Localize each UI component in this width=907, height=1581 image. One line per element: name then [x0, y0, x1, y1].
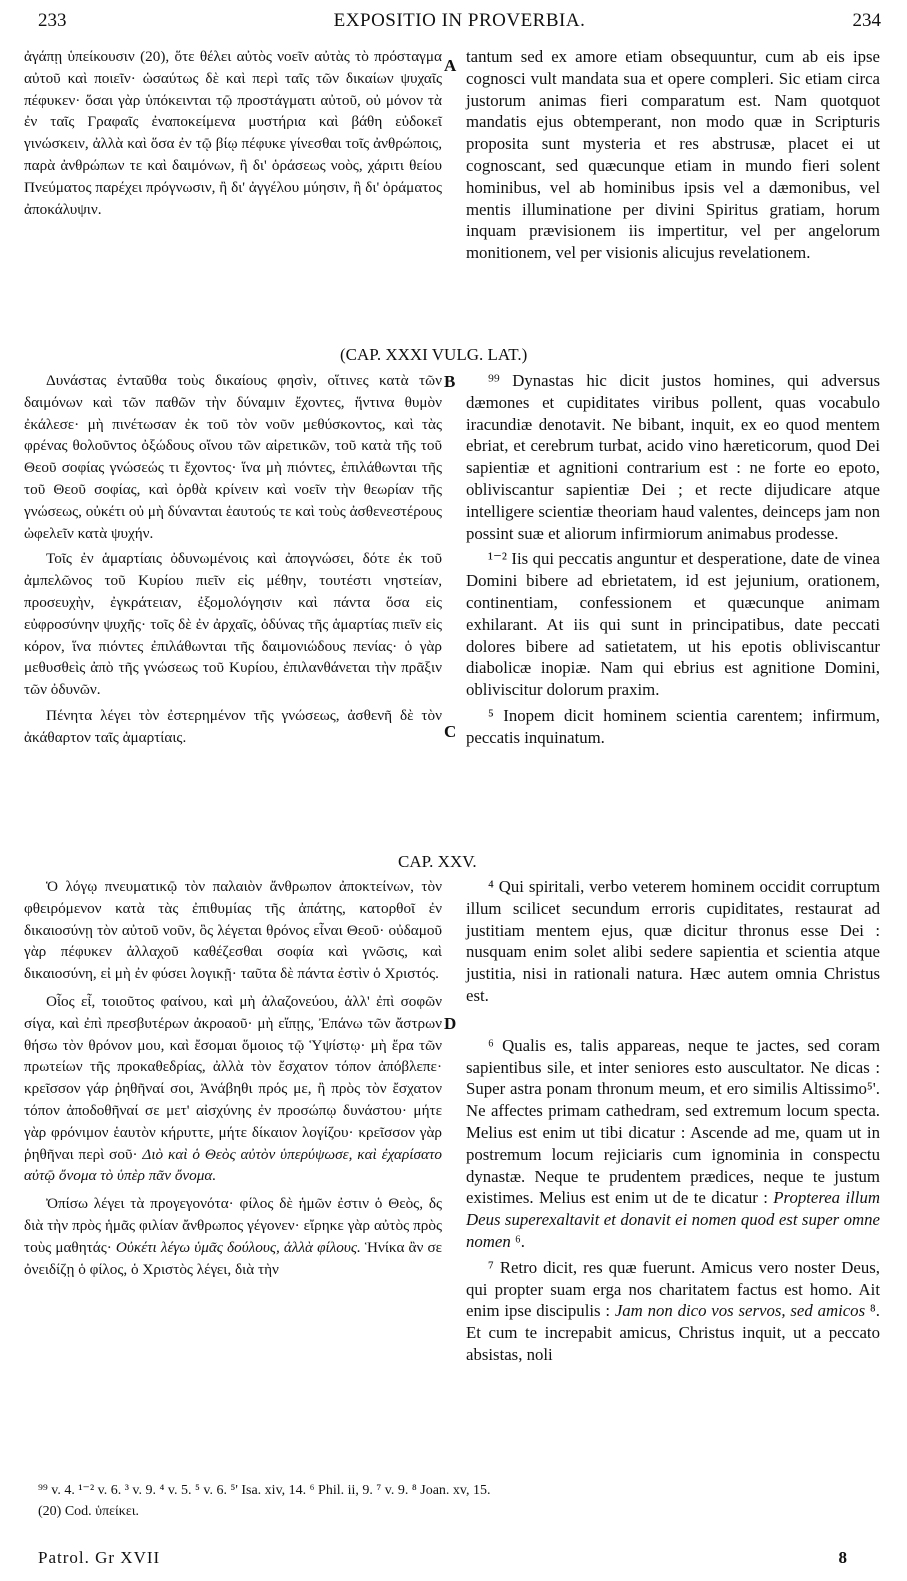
- page-number-left: 233: [38, 10, 67, 31]
- greek-text: Ἡνίκα ἂν σε ὀνειδίζῃ ὁ φίλος, ὁ Χριστὸς λέγει, διὰ τὴν: [24, 1238, 443, 1278]
- latin-column-section-3: [466, 876, 880, 1366]
- greek-paragraph: Τοῖς ἐν ἁμαρτίαις ὀδυνωμένοις καὶ ἀπογνώσει, δότε ἐκ τοῦ ἀμπελῶνος τοῦ Κυρίου πιεῖν εἰς μέθην, τουτέστι νηστείαν, προσευχὴν, ἐγκράτειαν, ἐξομολόγησιν καὶ πάντα ὅσα εἰς εὐφροσύνην ψυχῆς· τοῖς δὲ ἐν ἀρχαῖς, ὀδύνας τῆς ἁμαρτίας πιεῖν εἰς κόρον, ἵνα πιόντες ἐπιλάθωνται τῆς δαιμονιώδους πενίας· ὁ γὰρ μεθυσθεὶς ἀπὸ τῆς γνώσεως τοῦ Κυρίου, ἐπιλανθάνεται τὴν πρᾶξιν τῶν ὀδυνῶν.: [24, 550, 442, 699]
- signature-number: 8: [838, 1548, 847, 1567]
- latin-paragraph: ¹⁻² Iis qui peccatis anguntur et desperatione, date de vinea Domini bibere ad ebrietatem, id est jejunium, orationem, continentiam, confessionem et quæcunque animam exhilarant. At iis qui sunt in principatibus, date peccati dolores bibere ad satietatem, ut his epotis obliviscantur diabolicæ inopiæ. Nam qui ebrius est agnitione Domini, obliviscitur dolorum praxim.: [466, 549, 880, 700]
- latin-paragraph: ⁵ Inopem dicit hominem scientia carentem; infirmum, peccatis inquinatum.: [466, 705, 880, 747]
- latin-text: ⁷ Retro dicit, res quæ fuerunt. Amicus vero noster Deus, qui propter suam erga nos charitatem factus est homo. Ait enim ipse discipulis :: [466, 1257, 880, 1321]
- latin-text: ⁶ Qualis es, talis appareas, neque te jactes, sed coram sapientibus sile, et inter seniores esto auscultator. Ne dicas : Super astra ponam thronum meum, et ero similis Altissimo⁵'. Ne affectes primam cathedram, sed extremum locum specta. Melius est enim ut tibi dicatur : Ascende ad me, quam ut in postremum locum rejiciaris cum ignominia in conspectu dynastæ. Neque te prudentem prædices, neque te justum existimes. Melius est enim ut de te dicatur :: [466, 1035, 880, 1208]
- greek-paragraph: [24, 991, 442, 1187]
- running-header: [38, 10, 881, 36]
- greek-column-section-3: [24, 876, 442, 1280]
- latin-paragraph: ⁹⁹ Dynastas hic dicit justos homines, qui adversus dæmones et cupiditates viribus pollent, quas vocabulo iracundiæ denotavit. Ne bibant, inquit, ex eo quod mentem ebriat, et cerebrum turbat, acido vino hæreticorum, quod Dei sapientiæ et agnitioni contrarium est : ne forte eo epoto, obliviscantur sapientiæ Dei ; et recte dijudicare atque intelligere scientiæ theoriam haud valentes, deinceps jam non possint suæ et aliorum infirmiorum animabus prodesse.: [466, 371, 880, 543]
- page-number-right: 234: [852, 10, 881, 31]
- latin-scripture-quote: Propterea illum Deus superexaltavit et donavit ei nomen quod est super omne nomen: [466, 1188, 880, 1251]
- greek-text: Ὀπίσω λέγει τὰ προγεγονότα· φίλος δὲ ἡμῶν ἐστιν ὁ Θεὸς, δς διὰ τὴν πρὸς ἡμᾶς φιλίαν ἄνθρωπος γέγονεν· εἴρηκε γὰρ αὐτὸς πρὸς τοὺς μαθητάς·: [24, 1195, 442, 1256]
- greek-paragraph: Ὁ λόγῳ πνευματικῷ τὸν παλαιὸν ἄνθρωπον ἀποκτείνων, τὸν φθειρόμενον κατὰ τὰς ἐπιθυμίας τῆς ἀπάτης, κατορθοῖ ἐν δικαιοσύνῃ τὸν αὐτοῦ νοῦν, ὃς λέγεται θρόνος εἶναι Θεοῦ· οὐδαμοῦ γὰρ πέφυκεν ἀλλαχοῦ καθέζεσθαι σοφία καὶ γνῶσις, καὶ δικαιοσύνη, εἰ μὴ ἐν φύσει λογικῇ· ταῦτα δὲ πάντα ἐστὶν ὁ Χριστός.: [24, 878, 442, 983]
- greek-text: Οἷος εἶ, τοιοῦτος φαίνου, καὶ μὴ ἀλαζονεύου, ἀλλ' ἐπὶ σοφῶν σίγα, καὶ ἐπὶ πρεσβυτέρων ἀκροαοῦ· μὴ εἴπῃς, Ἐπάνω τῶν ἄστρων θήσω τὸν θρόνον μου, καὶ ἔσομαι ὅμοιος τῷ Ὑψίστῳ· μὴ ἔρα τῶν πρωτείων τῆς προκαθεδρίας, ἀλλὰ τὸν ἔσχατον τόπον ἀπόβλεπε· κρεῖσσον γάρ ῥηθῆναί σοι, Ἀνάβηθι πρός με, ἢ πρὸς τὸν ἔσχατον τόπον ἀποδοθῆναί σε μετ' αἰσχύνης ἐν προσώπῳ δυνάστου· μήτε γὰρ φρόνιμον ἑαυτὸν κήρυττε, μήτε δίκαιον λογίζου· κρεῖσσον γὰρ ῥηθῆναι περὶ σοῦ·: [24, 992, 442, 1163]
- greek-paragraph: Πένητα λέγει τὸν ἐστερημένον τῆς γνώσεως, ἀσθενῆ δὲ τὸν ἀκάθαρτον ταῖς ἁμαρτίαις.: [24, 706, 442, 746]
- latin-scripture-quote: Jam non dico vos servos, sed amicos: [614, 1301, 866, 1321]
- margin-marker-b: B: [444, 372, 456, 391]
- scripture-references: ⁹⁹ v. 4. ¹⁻² v. 6. ³ v. 9. ⁴ v. 5. ⁵ v. 6. ⁵' Isa. xiv, 14. ⁶ Phil. ii, 9. ⁷ v. 9. ⁸ Joan. xv, 15.: [38, 1483, 491, 1498]
- greek-paragraph: Δυνάστας ἐνταῦθα τοὺς δικαίους φησὶν, οἵτινες κατὰ τῶν δαιμόνων καὶ τῶν παθῶν τὴν δύναμιν ἔχοντες, ἥντινα θυμὸν ἐκάλεσε· μὴ πινέτωσαν ἐκ τοῦ τὸν νοῦν μεθύσκοντος, καὶ τὰς φρένας θολοῦντος ὀξώδους οἴνου τῶν αἱρετικῶν, τοῦ κατὰ τῆς τοῦ Θεοῦ σοφίας γνώσεώς τι ἔχοντος· ἵνα μὴ πιόντες, ἐπιλάθωνται τῆς τοῦ Θεοῦ σοφίας, καὶ ὀρθὰ κρίνειν καὶ νοεῖν τὴν θεωρίαν τῆς γνώσεως, οὐκέτι οὐ μὴ δύνανται ἑαυτούς τε καὶ τοὺς ἀσθενεστέρους ὠφελεῖν κατὰ ψυχήν.: [24, 372, 442, 542]
- latin-paragraph: tantum sed ex amore etiam obsequuntur, cum ab eis ipse cognosci vult mandata sua et opere compleri. Sic etiam circa justorum animas fieri comparatum est. Nam quotquot mandatis ejus obtemperant, non modo quæ in Scripturis proposita sunt mysteria et res abstrusæ, placet ei ut cognoscant, sed quæcunque etiam in mundo fieri solent hominibus, vel ab hominibus ipsis vel a dæmonibus, vel mentis illuminatione per divini Spiritus gratiam, horum inquam prævisionem iis impertitur, vel per angelorum monitionem, vel per visionis alicujus revelationem.: [466, 47, 880, 263]
- greek-column-section-1: [24, 46, 442, 220]
- margin-marker-d: D: [444, 1014, 457, 1033]
- latin-text: ⁶.: [510, 1231, 525, 1251]
- latin-paragraph: ⁴ Qui spiritali, verbo veterem hominem occidit corruptum illum scilicet secundum erroris cupiditates, restaurat ad justitiam mentem ejus, quæ dicitur thronus esse Dei : nusquam enim solet alibi sedere sapientia et scientia atque justitia, nisi in rationali natura. Hæc autem omnia Christus est.: [466, 877, 880, 1005]
- codex-note: (20) Cod. ὑπείκει.: [38, 1504, 140, 1519]
- running-title: EXPOSITIO IN PROVERBIA.: [333, 10, 586, 31]
- margin-marker-a: A: [444, 56, 457, 75]
- chapter-heading-xxxi: (CAP. XXXI VULG. LAT.): [340, 345, 528, 364]
- margin-marker-c: C: [444, 722, 457, 741]
- chapter-heading-xxv: CAP. XXV.: [398, 852, 477, 871]
- latin-paragraph: [466, 1257, 880, 1366]
- series-signature: Patrol. Gr XVII: [38, 1548, 161, 1567]
- greek-paragraph: [24, 1193, 442, 1280]
- greek-paragraph: ἀγάπῃ ὑπείκουσιν (20), ὅτε θέλει αὐτὸς νοεῖν αὐτὰς τὸ πρόσταγμα αὐτοῦ καὶ ποιεῖν· ὡσαύτως δὲ καὶ περὶ ταῖς τῶν δικαίων ψυχαῖς πέφυκεν· ὅσαι γὰρ ὑπόκεινται τῷ προστάγματι αὐτοῦ, οὐ μόνον τὰ ἐν ταῖς Γραφαῖς ἐναποκείμενα μυστήρια καὶ βάθη εὐδοκεῖ γινώσκειν, ἀλλὰ καὶ ὅσα ἐν τῷ βίῳ πέφυκε γίνεσθαι τοῖς ἀνθρώποις, παρὰ ἀνθρώπων τε καὶ δαιμόνων, ἢ δι' ὁράσεως νοὸς, χάριτι θείου Πνεύματος παρέχει πρόγνωσιν, ἢ δι' ἀγγέλου μύησιν, ἢ δι' ὁράματος ἀποκάλυψιν.: [24, 48, 442, 218]
- latin-column-section-2: [466, 370, 880, 749]
- latin-paragraph: [466, 1035, 880, 1253]
- greek-column-section-2: [24, 370, 442, 749]
- latin-text: ⁸. Et cum te increpabit amicus, Christus inquit, ut a peccato absistas, noli: [466, 1301, 880, 1364]
- greek-scripture-quote: Διὸ καὶ ὁ Θεὸς αὐτὸν ὑπερύψωσε, καὶ ἐχαρίσατο αὐτῷ ὄνομα τὸ ὑπὲρ πᾶν ὄνομα.: [24, 1145, 442, 1185]
- greek-scripture-quote: Οὐκέτι λέγω ὑμᾶς δούλους, ἀλλὰ φίλους.: [115, 1238, 361, 1256]
- latin-column-section-1: [466, 46, 880, 264]
